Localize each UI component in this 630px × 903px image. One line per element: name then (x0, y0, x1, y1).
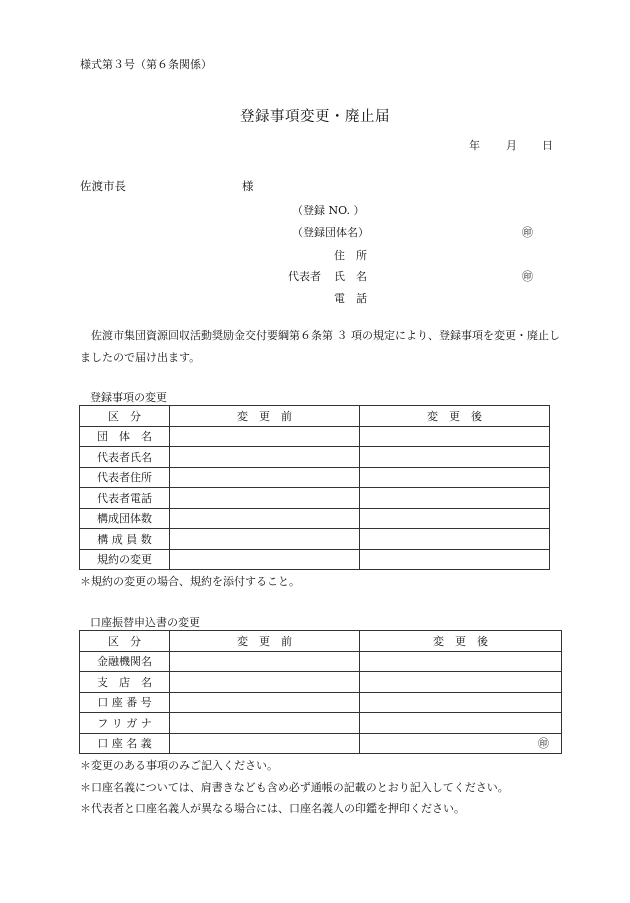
after-value-cell[interactable] (360, 549, 550, 570)
before-value-cell[interactable] (170, 651, 360, 672)
row-label-bylaws-change: 規約の変更 (80, 549, 170, 570)
after-value-cell[interactable] (360, 488, 550, 509)
after-value-cell[interactable] (360, 508, 550, 529)
column-header-before: 変 更 前 (170, 631, 360, 652)
note-account-holder-name: ＊口座名義については、肩書きなども含め必ず通帳の記載のとおり記入してください。 (80, 781, 509, 794)
form-number: 様式第３号（第６条関係） (80, 58, 212, 71)
addressee-name: 佐渡市長 (80, 179, 126, 193)
table-row (80, 426, 550, 447)
table-row (80, 713, 562, 734)
table-row (80, 549, 550, 570)
account-changes-table (79, 630, 562, 754)
before-value-cell[interactable] (170, 529, 360, 550)
row-label-member-groups: 構成団体数 (80, 508, 170, 529)
row-label-member-count: 構 成 員 数 (80, 529, 170, 550)
row-label-representative-name: 代表者氏名 (80, 447, 170, 468)
representative-name-label: 氏 名 (334, 270, 367, 283)
after-value-cell[interactable] (360, 651, 562, 672)
phone-label: 電 話 (334, 292, 367, 305)
after-value-cell[interactable] (360, 692, 562, 713)
table-row (80, 733, 562, 754)
date-day-label: 日 (542, 139, 553, 152)
after-value-cell[interactable] (360, 713, 562, 734)
column-header-after: 変 更 後 (360, 406, 550, 427)
table-row (80, 651, 562, 672)
before-value-cell[interactable] (170, 426, 360, 447)
registration-no-label: （登録 NO. ） (292, 204, 365, 217)
representative-seal-mark: ㊞ (522, 270, 533, 283)
intro-paragraph: 佐渡市集団資源回収活動奨励金交付要綱第６条第 ３ 項の規定により、登録事項を変更・廃止しましたので届け出ます。 (80, 329, 560, 364)
before-value-cell[interactable] (170, 488, 360, 509)
table-row (80, 529, 550, 550)
before-value-cell[interactable] (170, 549, 360, 570)
table-header-row (80, 406, 550, 427)
after-value-cell[interactable] (360, 426, 550, 447)
table-header-row (80, 631, 562, 652)
row-label-account-number: 口 座 番 号 (80, 692, 170, 713)
before-value-cell[interactable] (170, 467, 360, 488)
page-title: 登録事項変更・廃止届 (240, 109, 390, 125)
row-label-bank-name: 金融機関名 (80, 651, 170, 672)
group-name-label: （登録団体名） (292, 226, 369, 239)
row-label-group-name: 団 体 名 (80, 426, 170, 447)
before-value-cell[interactable] (170, 713, 360, 734)
before-value-cell[interactable] (170, 508, 360, 529)
row-label-account-holder: 口 座 名 義 (80, 733, 170, 754)
representative-label: 代表者 (288, 270, 321, 283)
date-year-label: 年 (469, 139, 480, 152)
column-header-before: 変 更 前 (170, 406, 360, 427)
after-value-cell[interactable] (360, 529, 550, 550)
table-row (80, 488, 550, 509)
table-row (80, 467, 550, 488)
table-row (80, 672, 562, 693)
registration-changes-table (79, 405, 550, 570)
before-value-cell[interactable] (170, 447, 360, 468)
before-value-cell[interactable] (170, 672, 360, 693)
column-header-category: 区 分 (80, 631, 170, 652)
table-row (80, 692, 562, 713)
before-value-cell[interactable] (170, 733, 360, 754)
after-value-cell-with-seal[interactable]: ㊞ (360, 733, 562, 754)
note-changed-items-only: ＊変更のある事項のみご記入ください。 (80, 759, 278, 772)
row-label-representative-address: 代表者住所 (80, 467, 170, 488)
column-header-category: 区 分 (80, 406, 170, 427)
row-label-representative-phone: 代表者電話 (80, 488, 170, 509)
table-row (80, 508, 550, 529)
registration-changes-heading: 登録事項の変更 (90, 391, 167, 404)
account-changes-heading: 口座振替申込書の変更 (90, 616, 200, 629)
after-value-cell[interactable] (360, 467, 550, 488)
after-value-cell[interactable] (360, 447, 550, 468)
row-label-furigana: フ リ ガ ナ (80, 713, 170, 734)
group-seal-mark: ㊞ (522, 226, 533, 239)
address-label: 住 所 (334, 249, 367, 262)
column-header-after: 変 更 後 (360, 631, 562, 652)
table-row (80, 447, 550, 468)
addressee-honorific: 様 (242, 179, 254, 193)
date-month-label: 月 (506, 139, 517, 152)
bylaws-note: ＊規約の変更の場合、規約を添付すること。 (80, 575, 300, 588)
before-value-cell[interactable] (170, 692, 360, 713)
row-label-branch-name: 支 店 名 (80, 672, 170, 693)
after-value-cell[interactable] (360, 672, 562, 693)
note-seal-requirement: ＊代表者と口座名義人が異なる場合には、口座名義人の印鑑を押印ください。 (80, 802, 465, 815)
